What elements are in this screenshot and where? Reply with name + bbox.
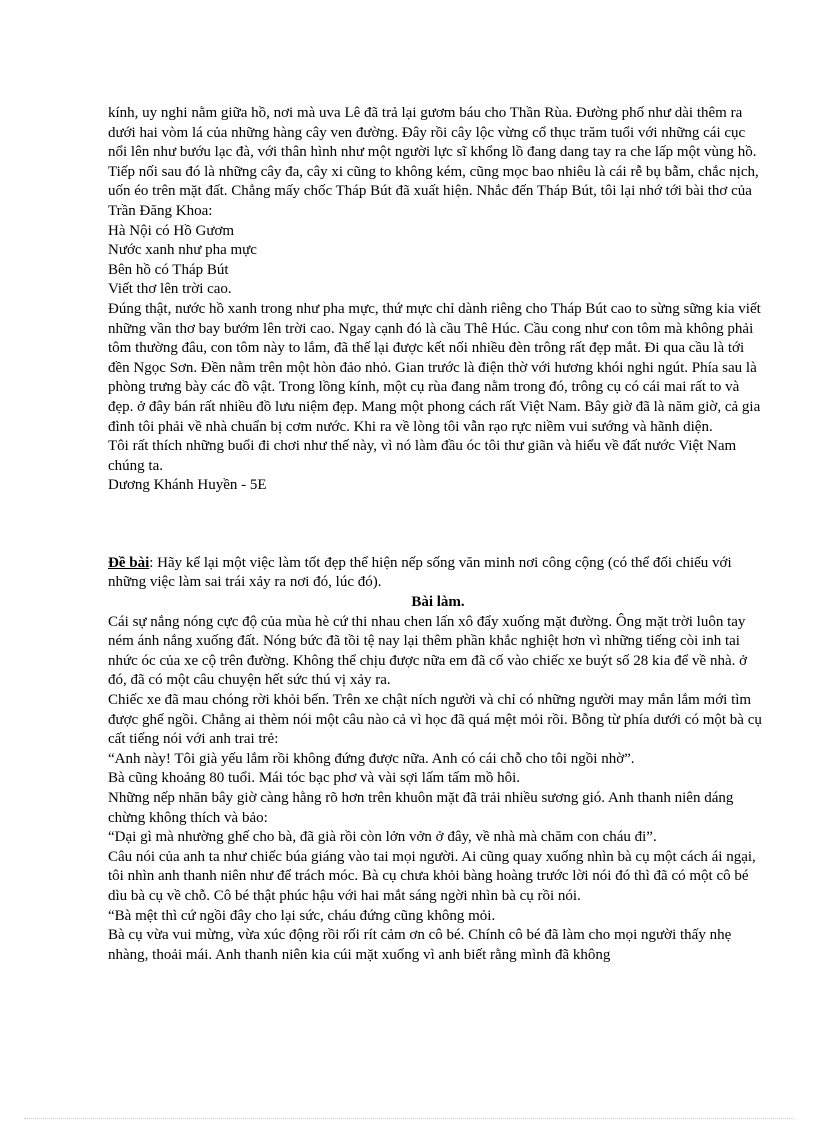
- intro-paragraph: kính, uy nghi nằm giữa hồ, nơi mà uva Lê đã trả lại gươm báu cho Thần Rùa. Đường phố như dài thêm ra dưới hai vòm lá của những hàng cây ven đường. Đây rồi cây lộc vừng cổ thục trăm tuổi với những cái cục nổi lên như bướu lạc đà, với thân hình như một người lực sĩ khổng lồ đang dang tay ra che lấp một vùng hồ. Tiếp nối sau đó là những cây đa, cây xi cũng to không kém, cũng mọc bao nhiêu là cái rễ bụ bẫm, chắc nịch, uốn éo trên mặt đất. Chẳng mấy chốc Tháp Bút đã xuất hiện. Nhắc đến Tháp Bút, tôi lại nhớ tới bài thơ của Trần Đăng Khoa:: [108, 105, 759, 219]
- assignment-text: : Hãy kể lại một việc làm tốt đẹp thể hiện nếp sống văn minh nơi công cộng (có thể đối chiếu với những việc làm sai trái xảy ra nơi đó, lúc đó).: [108, 554, 732, 591]
- essay-paragraph: Bà cụ vừa vui mừng, vừa xúc động rồi rối rít cảm ơn cô bé. Chính cô bé đã làm cho mọi người thấy nhẹ nhàng, thoải mái. Anh thanh niên kia cúi mặt xuống vì anh biết rằng mình đã không: [108, 927, 732, 963]
- author-signature: Dương Khánh Huyền - 5E: [108, 477, 267, 494]
- document-body: [108, 104, 768, 965]
- body-paragraph: Tôi rất thích những buổi đi chơi như thế này, vì nó làm đầu óc tôi thư giãn và hiểu về đất nước Việt Nam chúng ta.: [108, 438, 737, 474]
- body-paragraph: Đúng thật, nước hồ xanh trong như pha mực, thứ mực chỉ dành riêng cho Tháp Bút cao to sừng sững kia viết những vần thơ bay bướm lên trời cao. Ngay cạnh đó là cầu Thê Húc. Cầu cong như con tôm mà không phải tôm thường đâu, con tôm này to lắm, đã thế lại được kết nối nhiều đèn trông rất đẹp mắt. Đi qua cầu là tới đền Ngọc Sơn. Đền nằm trên một hòn đảo nhỏ. Gian trước là điện thờ với hương khói nghi ngút. Phía sau là phòng trưng bày các đồ vật. Trong lồng kính, một cụ rùa đang nằm trong đó, trông cụ có cái mai rất to và đẹp. ở đây bán rất nhiều đồ lưu niệm đẹp. Mang một phong cách rất Việt Nam. Bây giờ đã là năm giờ, cả gia đình tôi phải về nhà chuẩn bị cơm nước. Khi ra về lòng tôi vẫn rạo rực niềm vui sướng và hãnh diện.: [108, 300, 761, 435]
- essay-paragraph: Cái sự nắng nóng cực độ của mùa hè cứ thi nhau chen lấn xô đẩy xuống mặt đường. Ông mặt trời luôn tay ném ánh nắng xuống đất. Nóng bức đã tồi tệ nay lại thêm phần khắc nghiệt hơn vì những tiếng còi inh tai nhức óc của xe cộ trên đường. Không thể chịu được nữa em đã cố vào chiếc xe buýt số 28 kia để về nhà. ở đó, đã có một câu chuyện hết sức thú vị xảy ra.: [108, 613, 748, 689]
- assignment-label: Đề bài: [108, 554, 150, 571]
- essay-paragraph: Bà cũng khoảng 80 tuổi. Mái tóc bạc phơ và vài sợi lấm tấm mồ hôi.: [108, 770, 521, 787]
- essay-paragraph: Câu nói của anh ta như chiếc búa giáng vào tai mọi người. Ai cũng quay xuống nhìn bà cụ một cách ái ngại, tôi nhìn anh thanh niên như để trách móc. Bà cụ chưa khỏi bàng hoàng trước lời nói đó thì đã có một cô bé dìu bà cụ về chỗ. Cô bé thật phúc hậu với hai mắt sáng ngời nhìn bà cụ rồi nói.: [108, 848, 756, 904]
- essay-paragraph: Chiếc xe đã mau chóng rời khỏi bến. Trên xe chật ních người và chỉ có những người may mắn lắm mới tìm được ghế ngồi. Chẳng ai thèm nói một câu nào cả vì học đã quá mệt mỏi rồi. Bỗng từ phía dưới có một bà cụ cất tiếng nói với anh trai trẻ:: [108, 692, 762, 748]
- essay-paragraph: Những nếp nhăn bây giờ càng hằng rõ hơn trên khuôn mặt đã trải nhiều sương gió. Anh thanh niên dáng chừng không thích và bảo:: [108, 790, 734, 826]
- essay-paragraph: “Bà mệt thì cứ ngồi đây cho lại sức, cháu đứng cũng không mỏi.: [108, 907, 496, 924]
- poem-line: Bên hồ có Tháp Bút: [108, 261, 229, 278]
- section-spacer: [108, 496, 768, 554]
- essay-paragraph: “Anh này! Tôi già yếu lắm rồi không đứng được nữa. Anh có cái chỗ cho tôi ngồi nhờ”.: [108, 750, 635, 767]
- poem-line: Nước xanh như pha mực: [108, 242, 257, 259]
- assignment-prompt: [108, 554, 768, 593]
- essay-title: Bài làm.: [411, 594, 465, 611]
- poem-line: Viết thơ lên trời cao.: [108, 281, 232, 298]
- poem: [108, 222, 768, 300]
- essay-paragraph: “Dại gì mà nhường ghế cho bà, đã già rồi còn lởn vởn ở đây, về nhà mà chăm con cháu đi”.: [108, 829, 657, 846]
- page-footer-rule: [24, 1118, 794, 1119]
- poem-line: Hà Nội có Hồ Gươm: [108, 222, 235, 239]
